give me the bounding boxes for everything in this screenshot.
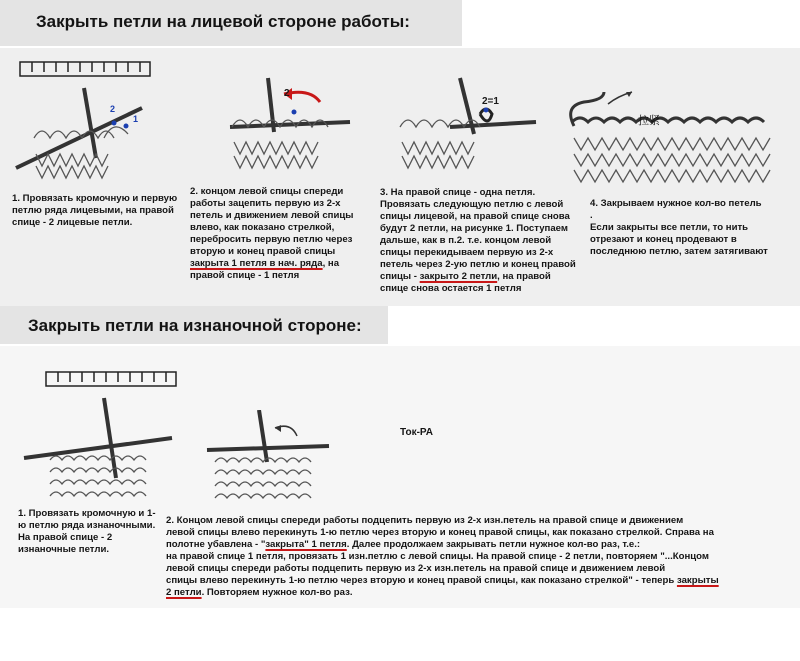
right-needle (84, 88, 96, 158)
back-step-2-line5: левой спицы спереди работы подцепить первую из 2-х изн.петель на правой спице и движением левой (166, 563, 666, 574)
back-step-2-line3a: полотне убавлена - " (166, 539, 266, 550)
left-needle (24, 438, 172, 458)
back-step-2-line7b: . Повторяем нужное кол-во раз. (201, 587, 353, 598)
caption-step-2-text: 2. концом левой спицы спереди работы зацепить первую из 2-х петель и движением левой спицы влево, как показано стрелкой, перебросить первую петлю через вторую и конец правой спицы (190, 186, 354, 257)
figure-back-2 (205, 410, 335, 510)
caption-step-4-note: Если закрыты все петли, то нить отрезают и конец продевают в последнюю петлю, затем затягивают (590, 222, 768, 257)
blue-dot (484, 108, 489, 113)
label-2: 2 (110, 104, 116, 114)
figure-front-3 (390, 72, 540, 182)
back-step-2-line3b: . Далее продолжаем закрывать петли нужное кол-во раз, т.е.: (346, 539, 641, 550)
figure-front-1 (14, 58, 164, 188)
stitch-ruler (46, 372, 176, 386)
caption-step-2-highlight: закрыта 1 петля в нач. ряда (190, 258, 323, 269)
heading-back: Закрыть петли на изнаночной стороне: (28, 316, 362, 335)
blue-dot (124, 124, 129, 129)
left-needle (16, 108, 142, 168)
figure-front-4 (560, 86, 785, 194)
caption-step-2 (190, 186, 368, 282)
caption-step-3-highlight: закрыто 2 петли (419, 271, 498, 282)
right-needle (104, 398, 116, 478)
signature: Ток-РА (400, 427, 433, 438)
caption-step-4-text: 4. Закрываем нужное кол-во петель (590, 198, 762, 209)
back-step-2-line1: 2. Концом левой спицы спереди работы подцепить первую из 2-х изн.петель на правой спице и движением (166, 515, 684, 526)
back-step-2-highlight-1: закрыта" 1 петля (265, 539, 347, 550)
blue-dot (112, 121, 117, 126)
back-step-2-line6a: спицы влево перекинуть 1-ю петлю через вторую и конец правой спицы, как показано стрелкой" - теперь (166, 575, 677, 586)
caption-step-1: 1. Провязать кромочную и первую петлю ряда лицевыми, на правой спице - 2 лицевые петли. (12, 193, 178, 228)
heading-front: Закрыть петли на лицевой стороне работы: (36, 12, 410, 31)
blue-dot (292, 110, 297, 115)
back-step-2-highlight-2: закрыты (676, 575, 719, 586)
caption-step-3-tail: , на правой спице снова остается 1 петля (380, 271, 551, 294)
back-step-2-line2: левой спицы влево перекинуть 1-ю петлю через вторую и конец правой спицы, как показано стрелкой. Справа на (166, 527, 714, 538)
knit-fabric (574, 138, 770, 182)
label-2eq1: 2=1 (482, 96, 499, 107)
caption-back-step-2 (166, 515, 791, 599)
label-2b: 2 (284, 88, 290, 99)
back-step-2-highlight-3: 2 петли (166, 587, 202, 598)
purl-fabric (215, 458, 311, 498)
label-1: 1 (133, 114, 139, 124)
bound-off-edge (572, 118, 764, 122)
label-pull: 拉紧 (638, 114, 660, 127)
caption-step-4-dot: . (590, 210, 593, 221)
caption-step-3 (380, 187, 580, 295)
caption-back-step-1: 1. Провязать кромочную и 1-ю петлю ряда изнаночными. На правой спице - 2 изнаночные петли. (18, 508, 156, 555)
purl-fabric (50, 456, 146, 496)
figure-back-1 (20, 368, 180, 508)
back-step-2-line4: на правой спице 1 петля, провязать 1 изн.петлю с левой спицы. На правой спице - 2 петли, повторяем "...Концом (166, 551, 709, 562)
caption-step-3-text: 3. На правой спице - одна петля. Провязать следующую петлю с левой спицы лицевой, на правой спице снова будут 2 петли, на рисунке 1. Поступаем дальше, как в п.2. т.е. концом левой спицы перекидываем первую из 2-х петель через 2-ую петлю и конец правой спицы - (380, 187, 576, 282)
caption-step-2-tail: , на правой спице - 1 петля (190, 258, 340, 281)
stitch-ruler (20, 62, 150, 76)
caption-step-4 (590, 198, 785, 258)
right-needle (259, 410, 267, 462)
left-needle (207, 446, 329, 450)
